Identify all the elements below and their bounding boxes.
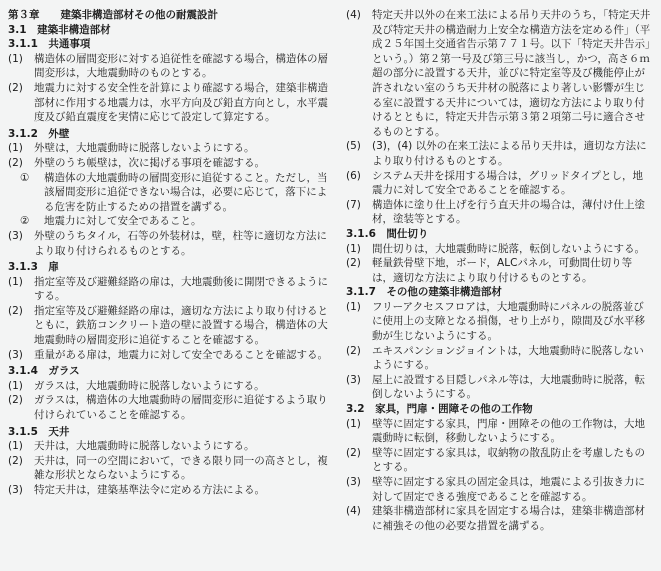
item-text: 天井は，大地震動時に脱落しないようにする。 [34, 440, 255, 453]
item-text: 外壁のうちタイル，石等の外装材は，壁，柱等に適切な方法により取り付けられるものとする。 [34, 229, 327, 257]
item-label: (1) [346, 417, 361, 430]
item-label: (1) [8, 275, 23, 288]
list-item [346, 475, 652, 504]
item-label: (4) [346, 9, 361, 21]
item-label: (2) [346, 446, 361, 459]
item-label: (1) [8, 440, 23, 453]
section-heading: 3.1.2 外壁 [8, 127, 70, 140]
list-item [346, 344, 652, 373]
list-item [346, 169, 652, 198]
list-item [8, 52, 330, 81]
item-text: 構造体に塗り仕上げを行う直天井の場合は，薄付け仕上塗材，塗装等とする。 [372, 198, 645, 226]
list-item [346, 8, 652, 139]
item-text: 構造体の大地震動時の層間変形に追従すること。ただし，当該層間変形に追従できない場合は，必要に応じて，落下による危害を防止するための措置を講ずる。 [44, 171, 328, 213]
item-label: ① [20, 171, 30, 184]
item-label: (2) [346, 344, 361, 357]
item-text: 軽量鉄骨壁下地，ボード，ALCパネル，可動間仕切り等は，適切な方法により取り付けるものとする。 [372, 257, 633, 284]
sub-list-item [8, 171, 330, 215]
item-text: 地震力に対して安全であること。 [44, 215, 202, 228]
item-label: (6) [346, 169, 361, 182]
section-heading: 3.1.5 天井 [8, 425, 70, 438]
list-item [8, 156, 330, 171]
item-label: (2) [346, 257, 361, 270]
item-text: 外壁のうち帳壁は，次に掲げる事項を確認する。 [34, 156, 265, 169]
list-item [346, 446, 652, 475]
item-text: (3)，(4) 以外の在来工法による吊り天井は，適切な方法により取り付けるものとする。 [372, 140, 647, 167]
item-text: 外壁は，大地震動時に脱落しないようにする。 [34, 142, 255, 155]
list-item [346, 373, 652, 402]
list-item [8, 454, 330, 483]
list-item [346, 504, 652, 533]
item-text: 構造体の層間変形に対する追従性を確認する場合，構造体の層間変形は，大地震動時のものとする。 [34, 52, 328, 80]
item-label: (1) [8, 379, 23, 392]
section-heading: 3.1.4 ガラス [8, 365, 80, 378]
item-text: 天井は，同一の空間において，できる限り同一の高さとし，複雑な形状とならないようにする。 [34, 454, 328, 482]
list-item [8, 439, 330, 454]
list-item [8, 275, 330, 304]
list-item [8, 348, 330, 363]
list-item [8, 304, 330, 348]
list-item [346, 256, 652, 285]
list-item [8, 229, 330, 258]
section-heading: 3.1.7 その他の建築非構造部材 [346, 286, 502, 299]
item-label: (2) [8, 304, 23, 317]
item-text: エキスパンションジョイントは，大地震動時に脱落しないようにする。 [372, 344, 644, 372]
list-item [8, 379, 330, 394]
item-text: 壁等に固定する家具は，収納物の散乱防止を考慮したものとする。 [372, 446, 645, 474]
section-heading: 3.2 家具，門扉・囲障その他の工作物 [346, 403, 533, 416]
item-text: 指定室等及び避難経路の扉は，大地震動後に開閉できるようにする。 [34, 275, 328, 303]
item-text: 指定室等及び避難経路の扉は，適切な方法により取り付けるとともに，鉄筋コンクリート造の壁に設置する場合，構造体の大地震動時の層間変形に追従することを確認する。 [34, 304, 328, 347]
section-heading: 3.1 建築非構造部材 [8, 23, 111, 36]
item-label: (1) [8, 142, 23, 155]
item-text: 壁等に固定する家具，門扉・囲障その他の工作物は，大地震動時に転倒，移動しないようにする。 [372, 417, 645, 445]
section-heading: 3.1.6 間仕切り [346, 227, 429, 240]
item-label: (5) [346, 140, 361, 153]
list-item [346, 417, 652, 446]
item-label: (1) [346, 242, 361, 255]
list-item [8, 483, 330, 498]
list-item [346, 300, 652, 344]
item-label: (2) [8, 156, 23, 169]
item-label: (1) [346, 300, 361, 313]
item-text: 壁等に固定する家具の固定金具は，地震による引抜き力に対して固定できる強度であることを確認する。 [372, 476, 645, 503]
item-text: 屋上に設置する目隠しパネル等は，大地震動時に脱落，転倒しないようにする。 [372, 373, 645, 401]
left-column [8, 8, 330, 498]
item-label: (3) [8, 348, 23, 361]
item-text: 特定天井は，建築基準法令に定める方法による。 [34, 484, 265, 496]
item-text: ガラスは，大地震動時に脱落しないようにする。 [34, 379, 265, 392]
chapter-heading: 第３章 建築非構造部材その他の耐震設計 [8, 9, 218, 21]
item-label: (3) [8, 484, 23, 496]
right-column [346, 8, 652, 533]
item-text: 地震力に対する安全性を計算により確認する場合，建築非構造部材に作用する地震力は，水平方向及び鉛直方向とし，水平震度及び鉛直震度を実情に応じて設定して算定する。 [34, 81, 328, 124]
item-text: 特定天井以外の在来工法による吊り天井のうち，「特定天井及び特定天井の構造耐力上安全な構造方法を定める件」（平成２５年国土交通省告示第７７１号。以下「特定天井告示」という。）第２第一号及び第三号に該当し，かつ，高さ６ｍ超の部分に設置する天井，並びに特定室等及び機能停止が許されない室のうち天井材の脱落により著しい影響が生じる室に設置する天井については，適切な方法により取り付けるとともに，特定天井告示第３第２項第二号に適合させるものとする。 [372, 9, 651, 138]
section-heading: 3.1.1 共通事項 [8, 38, 91, 51]
item-label: (3) [346, 476, 361, 488]
item-text: 間仕切りは，大地震動時に脱落，転倒しないようにする。 [372, 242, 645, 255]
section-heading: 3.1.3 扉 [8, 261, 59, 274]
item-text: 重量がある扉は，地震力に対して安全であることを確認する。 [34, 348, 328, 361]
list-item [8, 141, 330, 156]
item-label: (2) [8, 81, 23, 94]
list-item [8, 393, 330, 422]
list-item [8, 81, 330, 125]
sub-list-item [8, 214, 330, 229]
list-item [346, 242, 652, 257]
item-label: ② [20, 215, 30, 228]
item-label: (2) [8, 394, 23, 407]
list-item [346, 198, 652, 227]
item-label: (4) [346, 505, 361, 518]
item-label: (1) [8, 52, 23, 65]
item-text: フリーアクセスフロアは，大地震動時にパネルの脱落並びに使用上の支障となる損傷，せり上がり，隙間及び水平移動が生じないようにする。 [372, 300, 645, 343]
item-text: 建築非構造部材に家具を固定する場合は，建築非構造部材に補強その他の必要な措置を講ずる。 [372, 505, 645, 532]
item-text: ガラスは，構造体の大地震動時の層間変形に追従するよう取り付けられていることを確認する。 [34, 394, 328, 422]
item-label: (3) [8, 229, 23, 242]
item-label: (7) [346, 198, 361, 211]
list-item [346, 139, 652, 168]
item-label: (2) [8, 454, 23, 467]
item-label: (3) [346, 373, 361, 386]
item-text: システム天井を採用する場合は，グリッドタイプとし，地震力に対して安全であることを確認する。 [372, 169, 644, 197]
